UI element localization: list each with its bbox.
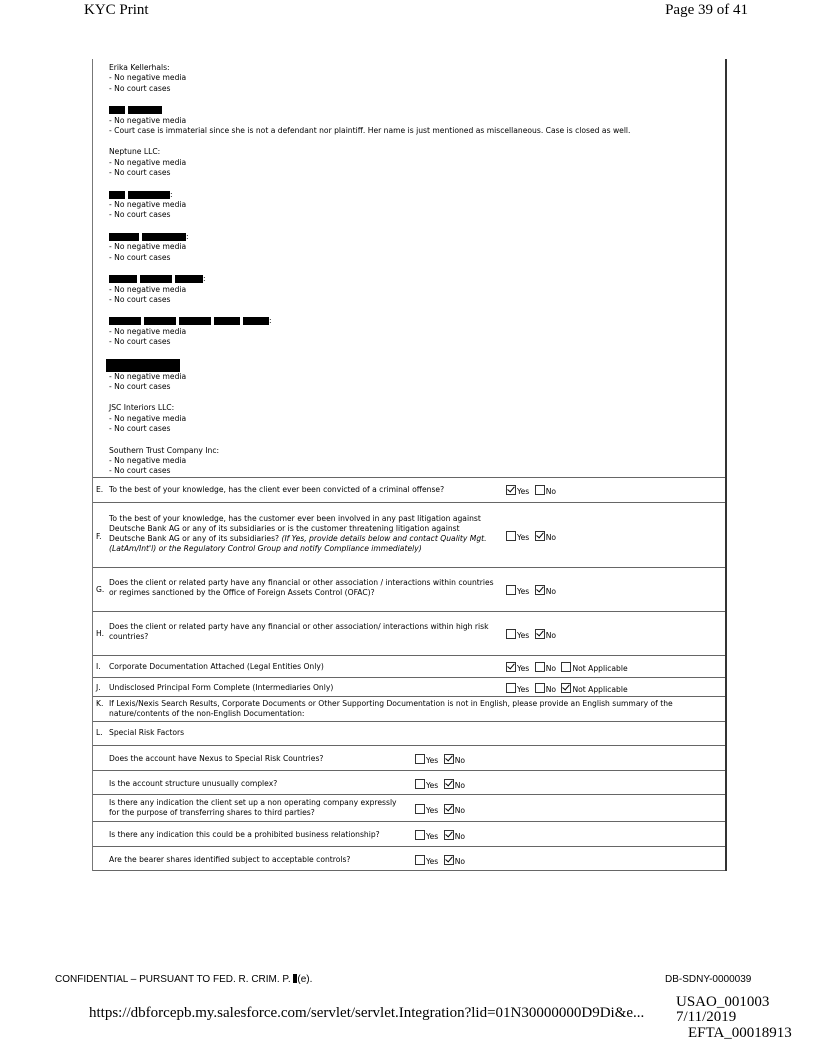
name-suffix: :: [186, 231, 189, 241]
efta-number: EFTA_00018913: [688, 1025, 792, 1041]
question-text: Is there any indication this could be a prohibited business relationship?: [109, 829, 380, 839]
question-j-row: [93, 677, 725, 696]
question-text: Does the account have Nexus to Special Risk Countries?: [109, 753, 324, 763]
confidentiality-notice: CONFIDENTIAL – PURSUANT TO FED. R. CRIM. P. (e).: [55, 974, 313, 985]
result-line: - No negative media: [109, 371, 187, 381]
question-k-row: [93, 696, 725, 721]
entity-name: JSC Interiors LLC:: [109, 403, 175, 413]
yes-checkbox[interactable]: [415, 830, 425, 840]
redacted-name: [109, 190, 725, 200]
media-result-group: [109, 403, 725, 434]
kyc-form: [92, 59, 727, 871]
special-risk-row: [93, 821, 725, 846]
result-line: - No negative media: [109, 455, 187, 465]
result-line: - No negative media: [109, 326, 187, 336]
question-label: L.: [96, 727, 103, 737]
question-text: To the best of your knowledge, has the customer ever been involved in any past litigation against Deutsche Bank AG or any of its subsidiaries or is the customer threatening litigation against Deutsche Bank AG or any of its subsidiaries? (If Yes, provide details below and contact Quality Mgt. (LatAm/Int'l) or the Regulatory Control Group and notify Compliance immediately): [109, 513, 487, 553]
yes-checkbox[interactable]: [415, 855, 425, 865]
result-line: - No negative media: [109, 73, 187, 83]
media-result-group: [109, 316, 725, 347]
redacted-name: [106, 359, 725, 372]
special-risk-row: [93, 794, 725, 821]
question-text: Does the client or related party have any financial or other association/ interactions within high risk countries?: [109, 621, 489, 641]
question-e-row: [93, 477, 725, 502]
question-g-row: [93, 567, 725, 611]
question-label: I.: [96, 661, 101, 671]
answer-options: Yes No: [415, 855, 468, 867]
redacted-name: [109, 232, 725, 242]
media-result-group: [109, 446, 725, 477]
question-text: Is there any indication the client set up a non operating company expressly for the purpose of transferring shares to third parties?: [109, 797, 397, 817]
yes-checkbox[interactable]: [415, 779, 425, 789]
question-label: K.: [96, 698, 104, 708]
no-checkbox[interactable]: [535, 485, 545, 495]
yes-checkbox[interactable]: [506, 531, 516, 541]
media-result-group: [109, 274, 725, 305]
media-result-group: [109, 147, 725, 178]
answer-options: Yes No Not Applicable: [506, 662, 631, 674]
yes-checkbox[interactable]: [506, 629, 516, 639]
answer-options: Yes No: [506, 629, 559, 641]
no-checkbox-checked[interactable]: [444, 855, 454, 865]
question-label: J.: [96, 682, 101, 692]
question-label: G.: [96, 584, 105, 594]
media-result-group: [109, 232, 725, 263]
no-checkbox-checked[interactable]: [444, 779, 454, 789]
media-results-section: [93, 59, 725, 477]
no-checkbox-checked[interactable]: [535, 531, 545, 541]
yes-checkbox[interactable]: [506, 585, 516, 595]
not-applicable-checkbox-checked[interactable]: [561, 683, 571, 693]
answer-options: Yes No: [506, 531, 559, 543]
question-text: To the best of your knowledge, has the client ever been convicted of a criminal offense?: [109, 484, 445, 494]
entity-name: Southern Trust Company Inc:: [109, 445, 220, 455]
result-line: - No negative media: [109, 157, 187, 167]
name-suffix: :: [203, 274, 206, 284]
result-line: - No negative media: [109, 242, 187, 252]
yes-checkbox[interactable]: [415, 754, 425, 764]
result-line: - No negative media: [109, 115, 187, 125]
source-url: https://dbforcepb.my.salesforce.com/servlet/servlet.Integration?lid=01N30000000D9Di&e...: [89, 1005, 645, 1021]
result-line: - No court cases: [109, 252, 171, 262]
name-suffix: :: [170, 189, 173, 199]
page-number: Page 39 of 41: [665, 2, 748, 18]
media-result-group: [109, 63, 725, 94]
usao-stamp: USAO_001003: [676, 994, 770, 1010]
special-risk-row: [93, 846, 725, 871]
name-suffix: :: [269, 316, 272, 326]
answer-options: Yes No: [506, 585, 559, 597]
no-checkbox[interactable]: [535, 683, 545, 693]
print-header-title: KYC Print: [84, 2, 149, 18]
answer-options: Yes No: [415, 830, 468, 842]
question-text: If Lexis/Nexis Search Results, Corporate Documents or Other Supporting Documentation is not in English, please provide an English summary of the nature/contents of the non-English Documentation:: [109, 698, 673, 718]
no-checkbox[interactable]: [535, 662, 545, 672]
redacted-name: [109, 274, 725, 284]
print-date: 7/11/2019: [676, 1009, 737, 1025]
question-label: H.: [96, 628, 104, 638]
answer-options: Yes No: [415, 804, 468, 816]
media-result-group: [109, 359, 725, 393]
result-line: - No negative media: [109, 200, 187, 210]
special-risk-row: [93, 745, 725, 770]
no-checkbox-checked[interactable]: [444, 830, 454, 840]
question-text: Does the client or related party have any financial or other association / interactions within countries or regimes sanctioned by the Office of Foreign Assets Control (OFAC)?: [109, 577, 494, 597]
yes-checkbox-checked[interactable]: [506, 662, 516, 672]
question-l-row: [93, 721, 725, 745]
no-checkbox-checked[interactable]: [444, 804, 454, 814]
question-text: Is the account structure unusually complex?: [109, 778, 278, 788]
not-applicable-checkbox[interactable]: [561, 662, 571, 672]
result-line: - No court cases: [109, 83, 171, 93]
media-result-group: [109, 190, 725, 221]
redacted-name: [109, 105, 725, 115]
question-text: Undisclosed Principal Form Complete (Intermediaries Only): [109, 682, 334, 692]
result-line: - No court cases: [109, 294, 171, 304]
answer-options: Yes No: [415, 754, 468, 766]
answer-options: Yes No: [506, 485, 559, 497]
question-text: Are the bearer shares identified subject to acceptable controls?: [109, 854, 351, 864]
yes-checkbox[interactable]: [506, 683, 516, 693]
result-line: - No court cases: [109, 466, 171, 476]
entity-name: Erika Kellerhals:: [109, 63, 170, 72]
section-title: Special Risk Factors: [109, 727, 185, 737]
question-label: E.: [96, 484, 104, 494]
result-line: - Court case is immaterial since she is not a defendant nor plaintiff. Her name is just mentioned as miscellaneous. Case is closed as well.: [109, 126, 631, 136]
no-checkbox-checked[interactable]: [444, 754, 454, 764]
question-f-row: [93, 502, 725, 567]
no-checkbox-checked[interactable]: [535, 629, 545, 639]
result-line: - No court cases: [109, 168, 171, 178]
question-text: Corporate Documentation Attached (Legal Entities Only): [109, 661, 324, 671]
question-label: F.: [96, 531, 102, 541]
result-line: - No court cases: [109, 424, 171, 434]
special-risk-row: [93, 770, 725, 794]
redacted-name: [109, 316, 725, 326]
answer-options: Yes No Not Applicable: [506, 683, 631, 695]
media-result-group: [109, 105, 725, 136]
result-line: - No negative media: [109, 284, 187, 294]
result-line: - No court cases: [109, 381, 171, 391]
bates-number: DB-SDNY-0000039: [665, 974, 752, 985]
result-line: - No negative media: [109, 413, 187, 423]
answer-options: Yes No: [415, 779, 468, 791]
entity-name: Neptune LLC:: [109, 147, 161, 157]
result-line: - No court cases: [109, 337, 171, 347]
yes-checkbox-checked[interactable]: [506, 485, 516, 495]
result-line: - No court cases: [109, 210, 171, 220]
question-h-row: [93, 611, 725, 655]
no-checkbox-checked[interactable]: [535, 585, 545, 595]
yes-checkbox[interactable]: [415, 804, 425, 814]
question-i-row: [93, 655, 725, 677]
